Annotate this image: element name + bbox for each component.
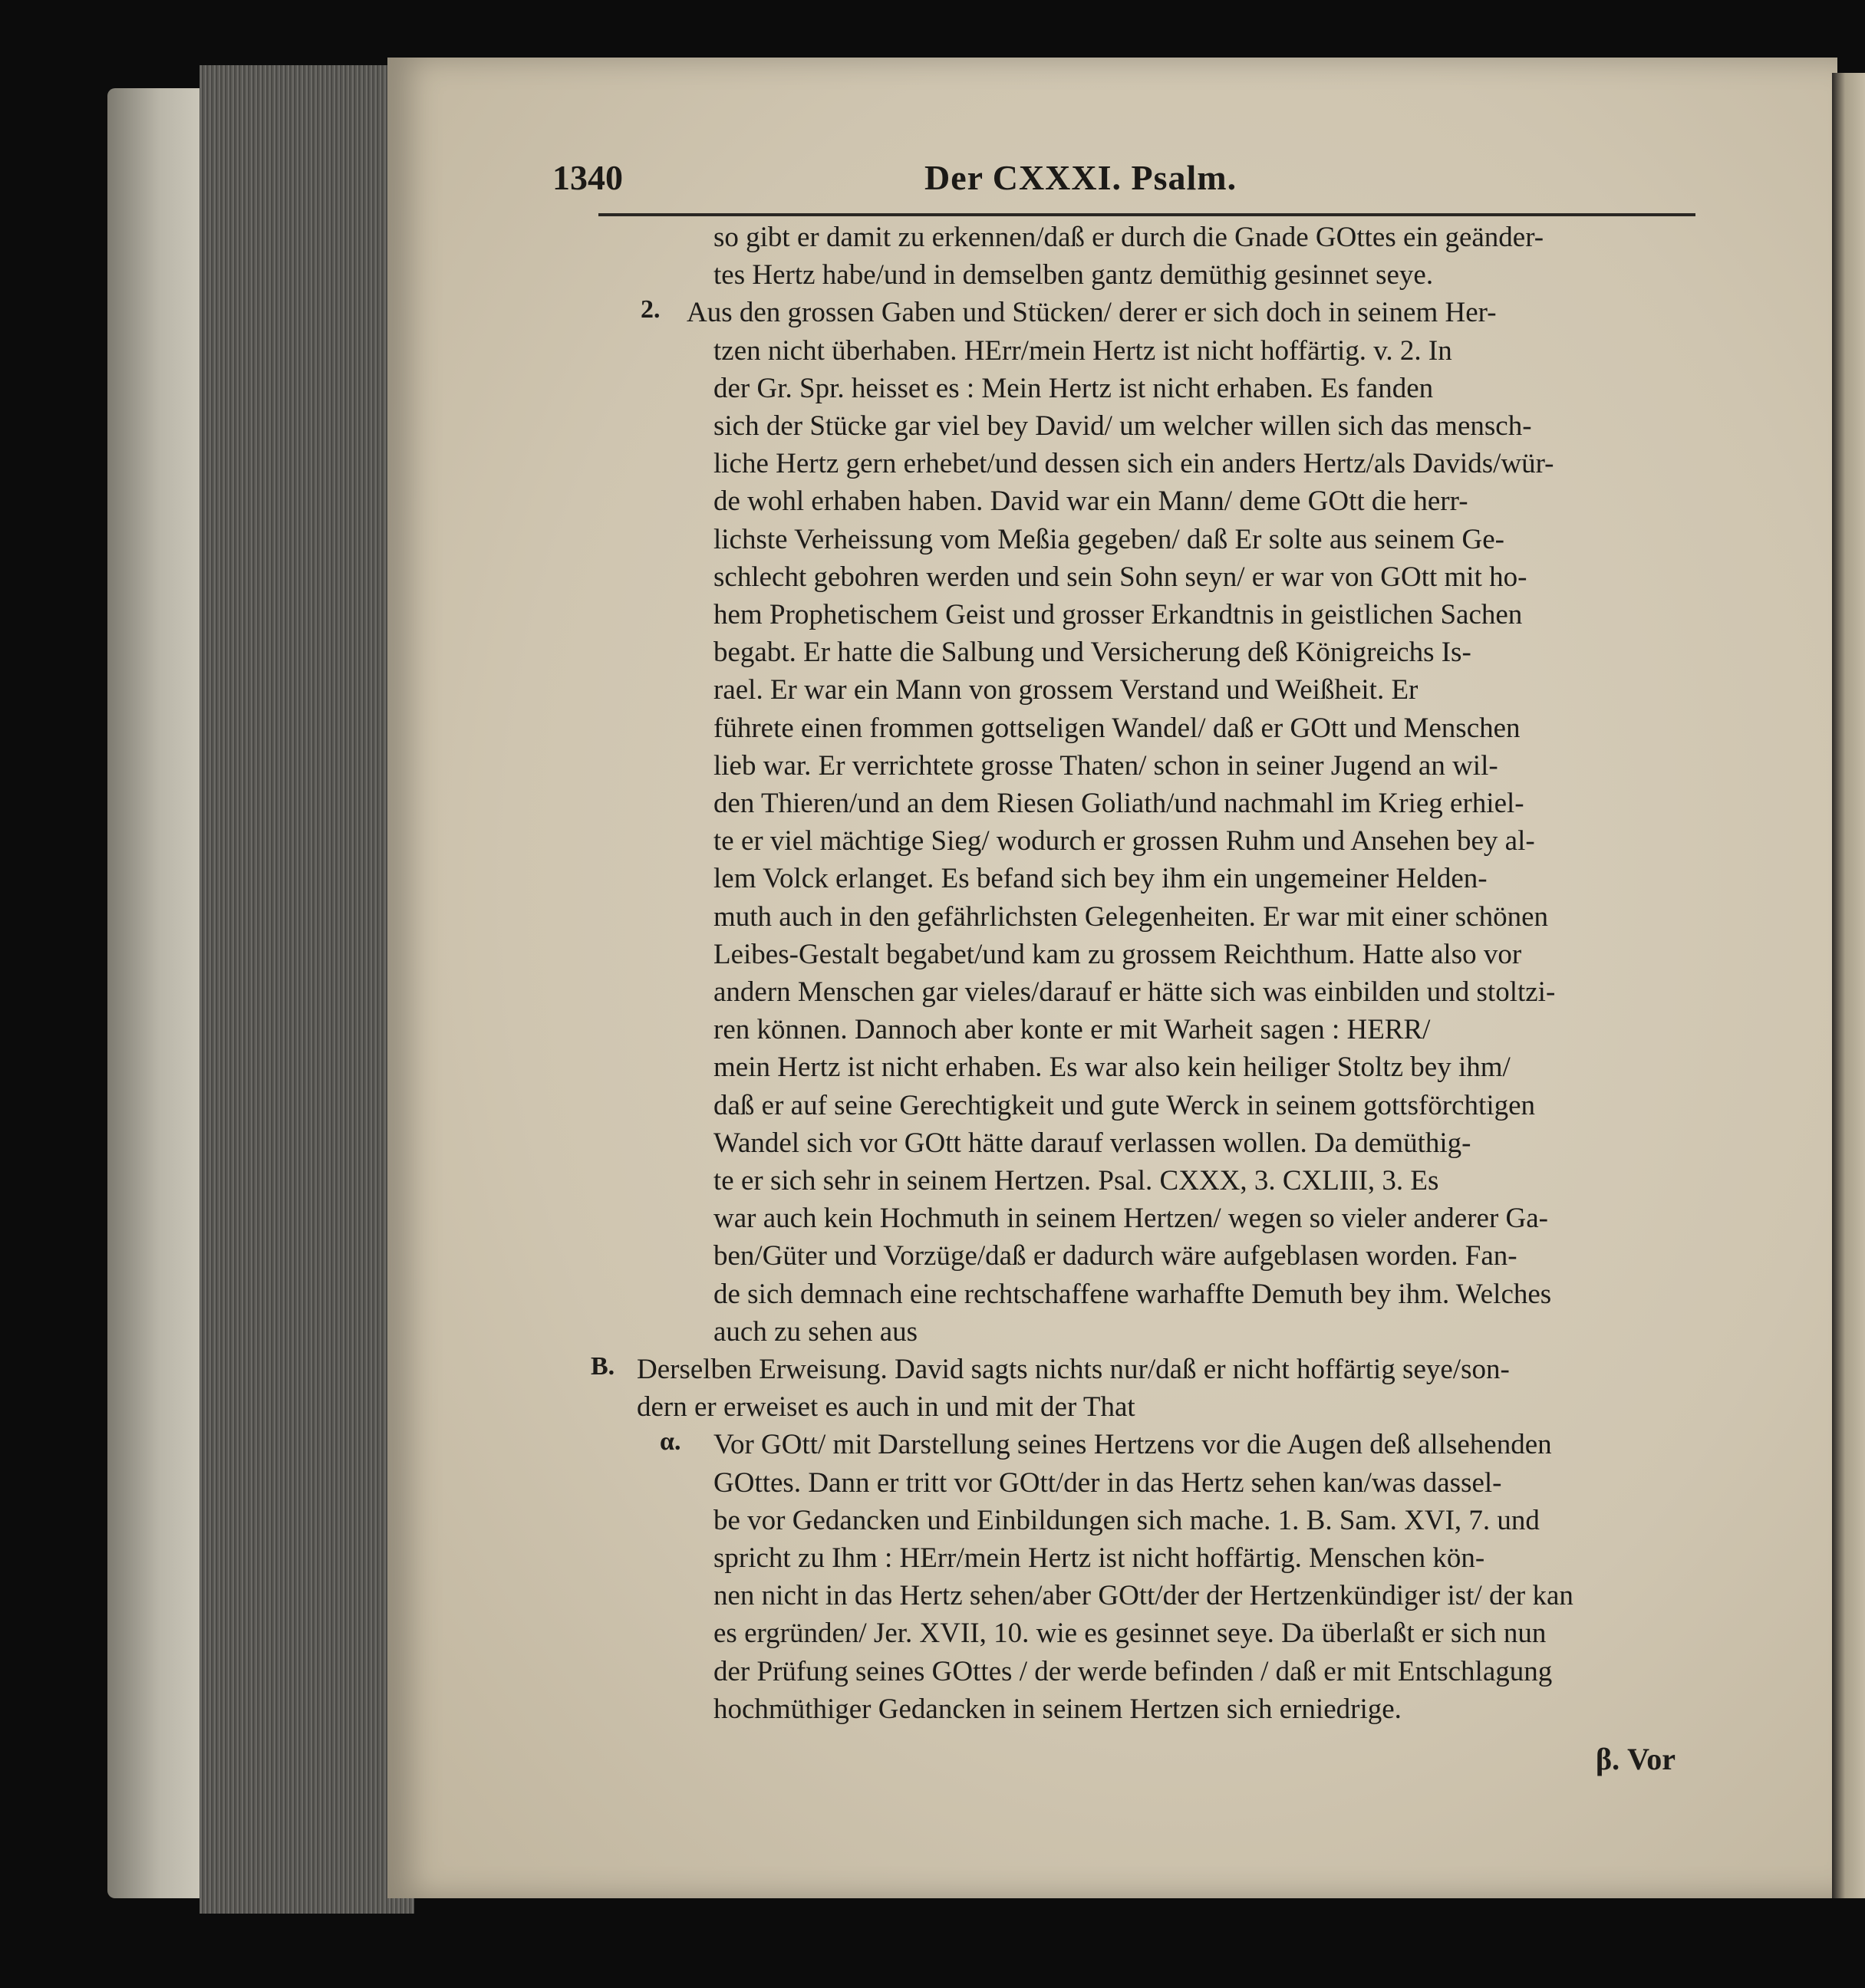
text-line: GOttes. Dann er tritt vor GOtt/der in das Hertz sehen kan/was dassel-	[713, 1466, 1502, 1499]
page-number: 1340	[552, 158, 623, 197]
text-line: lichste Verheissung vom Meßia gegeben/ daß Er solte aus seinem Ge-	[713, 523, 1504, 555]
text-line: Wandel sich vor GOtt hätte darauf verlassen wollen. Da demüthig-	[713, 1127, 1471, 1159]
text-line: de wohl erhaben haben. David war ein Mann/ deme GOtt die herr-	[713, 485, 1468, 518]
text-line: andern Menschen gar vieles/darauf er hätte sich was einbilden und stoltzi-	[713, 976, 1556, 1008]
text-line: dern er erweiset es auch in und mit der That	[637, 1391, 1135, 1424]
text-line: nen nicht in das Hertz sehen/aber GOtt/der der Hertzenkündiger ist/ der kan	[713, 1580, 1573, 1612]
running-head: Der CXXXI. Psalm.	[924, 158, 1237, 197]
text-line: de sich demnach eine rechtschaffene warhaffte Demuth bey ihm. Welches	[713, 1278, 1552, 1310]
text-line: mein Hertz ist nicht erhaben. Es war also kein heiliger Stoltz bey ihm/	[713, 1052, 1511, 1084]
text-line: war auch kein Hochmuth in seinem Hertzen/ wegen so vieler anderer Ga-	[713, 1203, 1548, 1235]
text-line: hochmüthiger Gedancken in seinem Hertzen sich erniedrige.	[713, 1693, 1402, 1725]
catchword: β. Vor	[1596, 1742, 1676, 1776]
text-line: schlecht gebohren werden und sein Sohn seyn/ er war von GOtt mit ho-	[713, 561, 1527, 593]
text-line: es ergründen/ Jer. XVII, 10. wie es gesinnet seye. Da überlaßt er sich nun	[713, 1618, 1547, 1650]
text-line: der Prüfung seines GOttes / der werde befinden / daß er mit Entschlagung	[713, 1655, 1553, 1687]
text-line: den Thieren/und an dem Riesen Goliath/und nachmahl im Krieg erhiel-	[713, 788, 1524, 819]
text-line: tes Hertz habe/und in demselben gantz demüthig gesinnet seye.	[713, 259, 1434, 291]
text-line: ben/Güter und Vorzüge/daß er dadurch wäre aufgeblasen worden. Fan-	[713, 1240, 1517, 1272]
header-rule	[598, 213, 1695, 216]
text-line: so gibt er damit zu erkennen/daß er durch die Gnade GOttes ein geänder-	[713, 222, 1544, 253]
text-line: lem Volck erlanget. Es befand sich bey ihm ein ungemeiner Helden-	[713, 863, 1488, 895]
text-line: lieb war. Er verrichtete grosse Thaten/ schon in seiner Jugend an wil-	[713, 749, 1498, 782]
text-line: begabt. Er hatte die Salbung und Versicherung deß Königreichs Is-	[713, 637, 1471, 669]
page-stack-edge	[199, 65, 414, 1914]
text-line: Vor GOtt/ mit Darstellung seines Hertzens vor die Augen deß allsehenden	[713, 1429, 1552, 1461]
body-text	[591, 219, 1726, 1753]
text-line: spricht zu Ihm : HErr/mein Hertz ist nicht hoffärtig. Menschen kön-	[713, 1542, 1485, 1574]
section-marker: 2.	[641, 295, 661, 324]
text-line: be vor Gedancken und Einbildungen sich mache. 1. B. Sam. XVI, 7. und	[713, 1504, 1540, 1536]
page-header	[552, 157, 1695, 203]
text-line: Aus den grossen Gaben und Stücken/ derer er sich doch in seinem Her-	[687, 297, 1497, 329]
text-line: der Gr. Spr. heisset es : Mein Hertz ist nicht erhaben. Es fanden	[713, 372, 1434, 404]
text-line: muth auch in den gefährlichsten Gelegenheiten. Er war mit einer schönen	[713, 900, 1549, 933]
text-line: auch zu sehen aus	[713, 1315, 918, 1348]
text-line: daß er auf seine Gerechtigkeit und gute Werck in seinem gottsförchtigen	[713, 1089, 1536, 1121]
text-line: Leibes-Gestalt begabet/und kam zu grossem Reichthum. Hatte also vor	[713, 938, 1522, 970]
text-line: ren können. Dannoch aber konte er mit Warheit sagen : HERR/	[713, 1014, 1431, 1046]
text-line: hem Prophetischem Geist und grosser Erkandtnis in geistlichen Sachen	[713, 599, 1523, 630]
facing-page-edge	[1832, 73, 1865, 1898]
section-marker: B.	[591, 1352, 615, 1381]
text-line: führete einen frommen gottseligen Wandel/ daß er GOtt und Menschen	[713, 712, 1521, 744]
text-line: liche Hertz gern erhebet/und dessen sich ein anders Hertz/als Davids/wür-	[713, 448, 1554, 480]
text-line: tzen nicht überhaben. HErr/mein Hertz ist nicht hoffärtig. v. 2. In	[713, 334, 1452, 367]
text-line: Derselben Erweisung. David sagts nichts nur/daß er nicht hoffärtig seye/son-	[637, 1354, 1510, 1385]
text-line: te er viel mächtige Sieg/ wodurch er grossen Ruhm und Ansehen bey al-	[713, 825, 1535, 857]
text-line: sich der Stücke gar viel bey David/ um welcher willen sich das mensch-	[713, 410, 1532, 442]
text-line: rael. Er war ein Mann von grossem Verstand und Weißheit. Er	[713, 674, 1419, 706]
text-line: te er sich sehr in seinem Hertzen. Psal. CXXX, 3. CXLIII, 3. Es	[713, 1165, 1439, 1196]
section-marker: α.	[660, 1427, 681, 1456]
